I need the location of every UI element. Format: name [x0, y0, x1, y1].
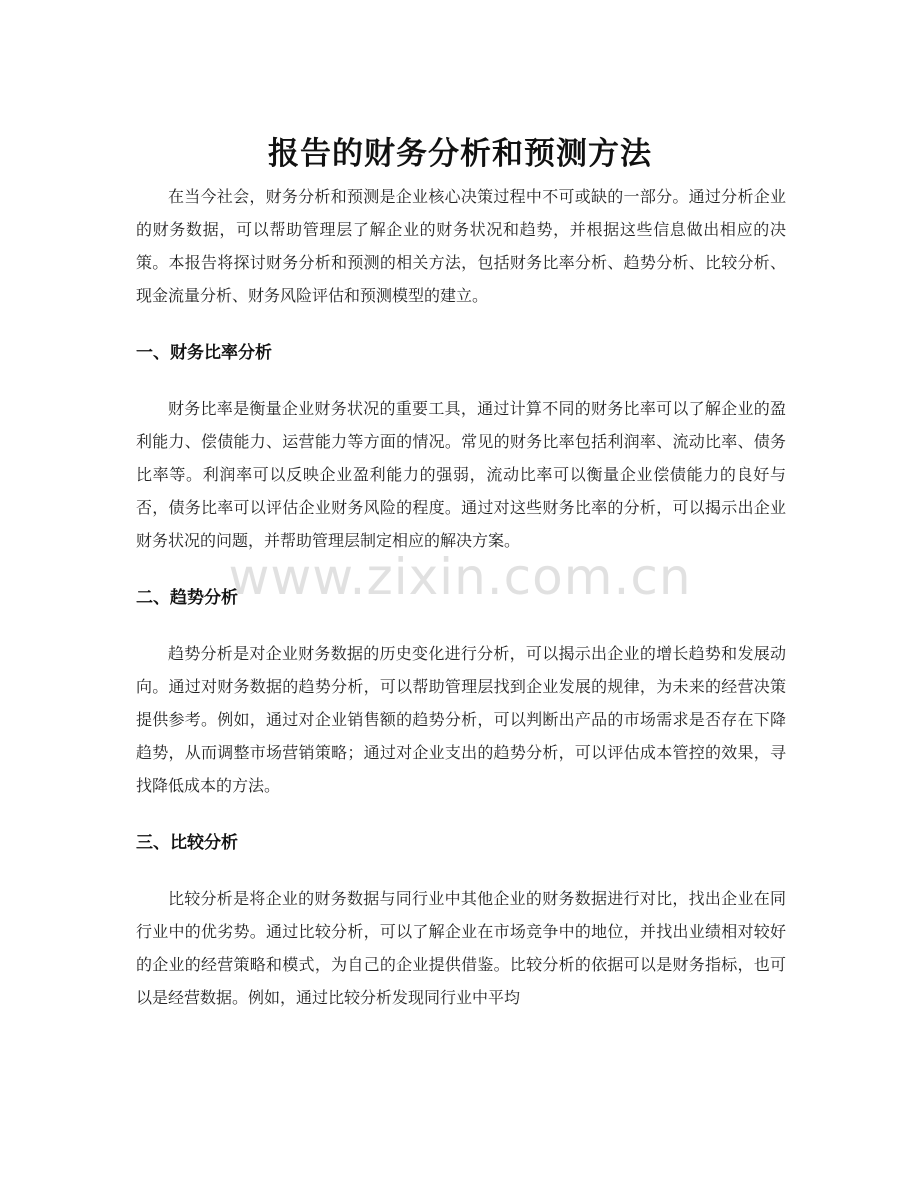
section-body-comparative-analysis: 比较分析是将企业的财务数据与同行业中其他企业的财务数据进行对比，找出企业在同行业中的优劣势。通过比较分析，可以了解企业在市场竞争中的地位，并找出业绩相对较好的企业的经营策略和模式，为自己的企业提供借鉴。比较分析的依据可以是财务指标，也可以是经营数据。例如，通过比较分析发现同行业中平均 — [136, 889, 786, 1007]
section-body-trend-analysis: 趋势分析是对企业财务数据的历史变化进行分析，可以揭示出企业的增长趋势和发展动向。通过对财务数据的趋势分析，可以帮助管理层找到企业发展的规律，为未来的经营决策提供参考。例如，通过对企业销售额的趋势分析，可以判断出产品的市场需求是否存在下降趋势，从而调整市场营销策略；通过对企业支出的趋势分析，可以评估成本管控的效果，寻找降低成本的方法。 — [136, 644, 786, 795]
section-heading-comparative-analysis: 三、比较分析 — [136, 833, 238, 853]
watermark: www.zixin.com.cn — [228, 548, 692, 606]
section-heading-trend-analysis: 二、趋势分析 — [136, 588, 238, 608]
section-body-ratio-analysis: 财务比率是衡量企业财务状况的重要工具，通过计算不同的财务比率可以了解企业的盈利能力、偿债能力、运营能力等方面的情况。常见的财务比率包括利润率、流动比率、债务比率等。利润率可以反映企业盈利能力的强弱，流动比率可以衡量企业偿债能力的良好与否，债务比率可以评估企业财务风险的程度。通过对这些财务比率的分析，可以揭示出企业财务状况的问题，并帮助管理层制定相应的解决方案。 — [136, 399, 786, 550]
document-body — [136, 180, 786, 1014]
section-heading-ratio-analysis: 一、财务比率分析 — [136, 343, 272, 363]
page-title: 报告的财务分析和预测方法 — [268, 135, 652, 172]
intro-paragraph: 在当今社会，财务分析和预测是企业核心决策过程中不可或缺的一部分。通过分析企业的财务数据，可以帮助管理层了解企业的财务状况和趋势，并根据这些信息做出相应的决策。本报告将探讨财务分析和预测的相关方法，包括财务比率分析、趋势分析、比较分析、现金流量分析、财务风险评估和预测模型的建立。 — [136, 187, 786, 305]
